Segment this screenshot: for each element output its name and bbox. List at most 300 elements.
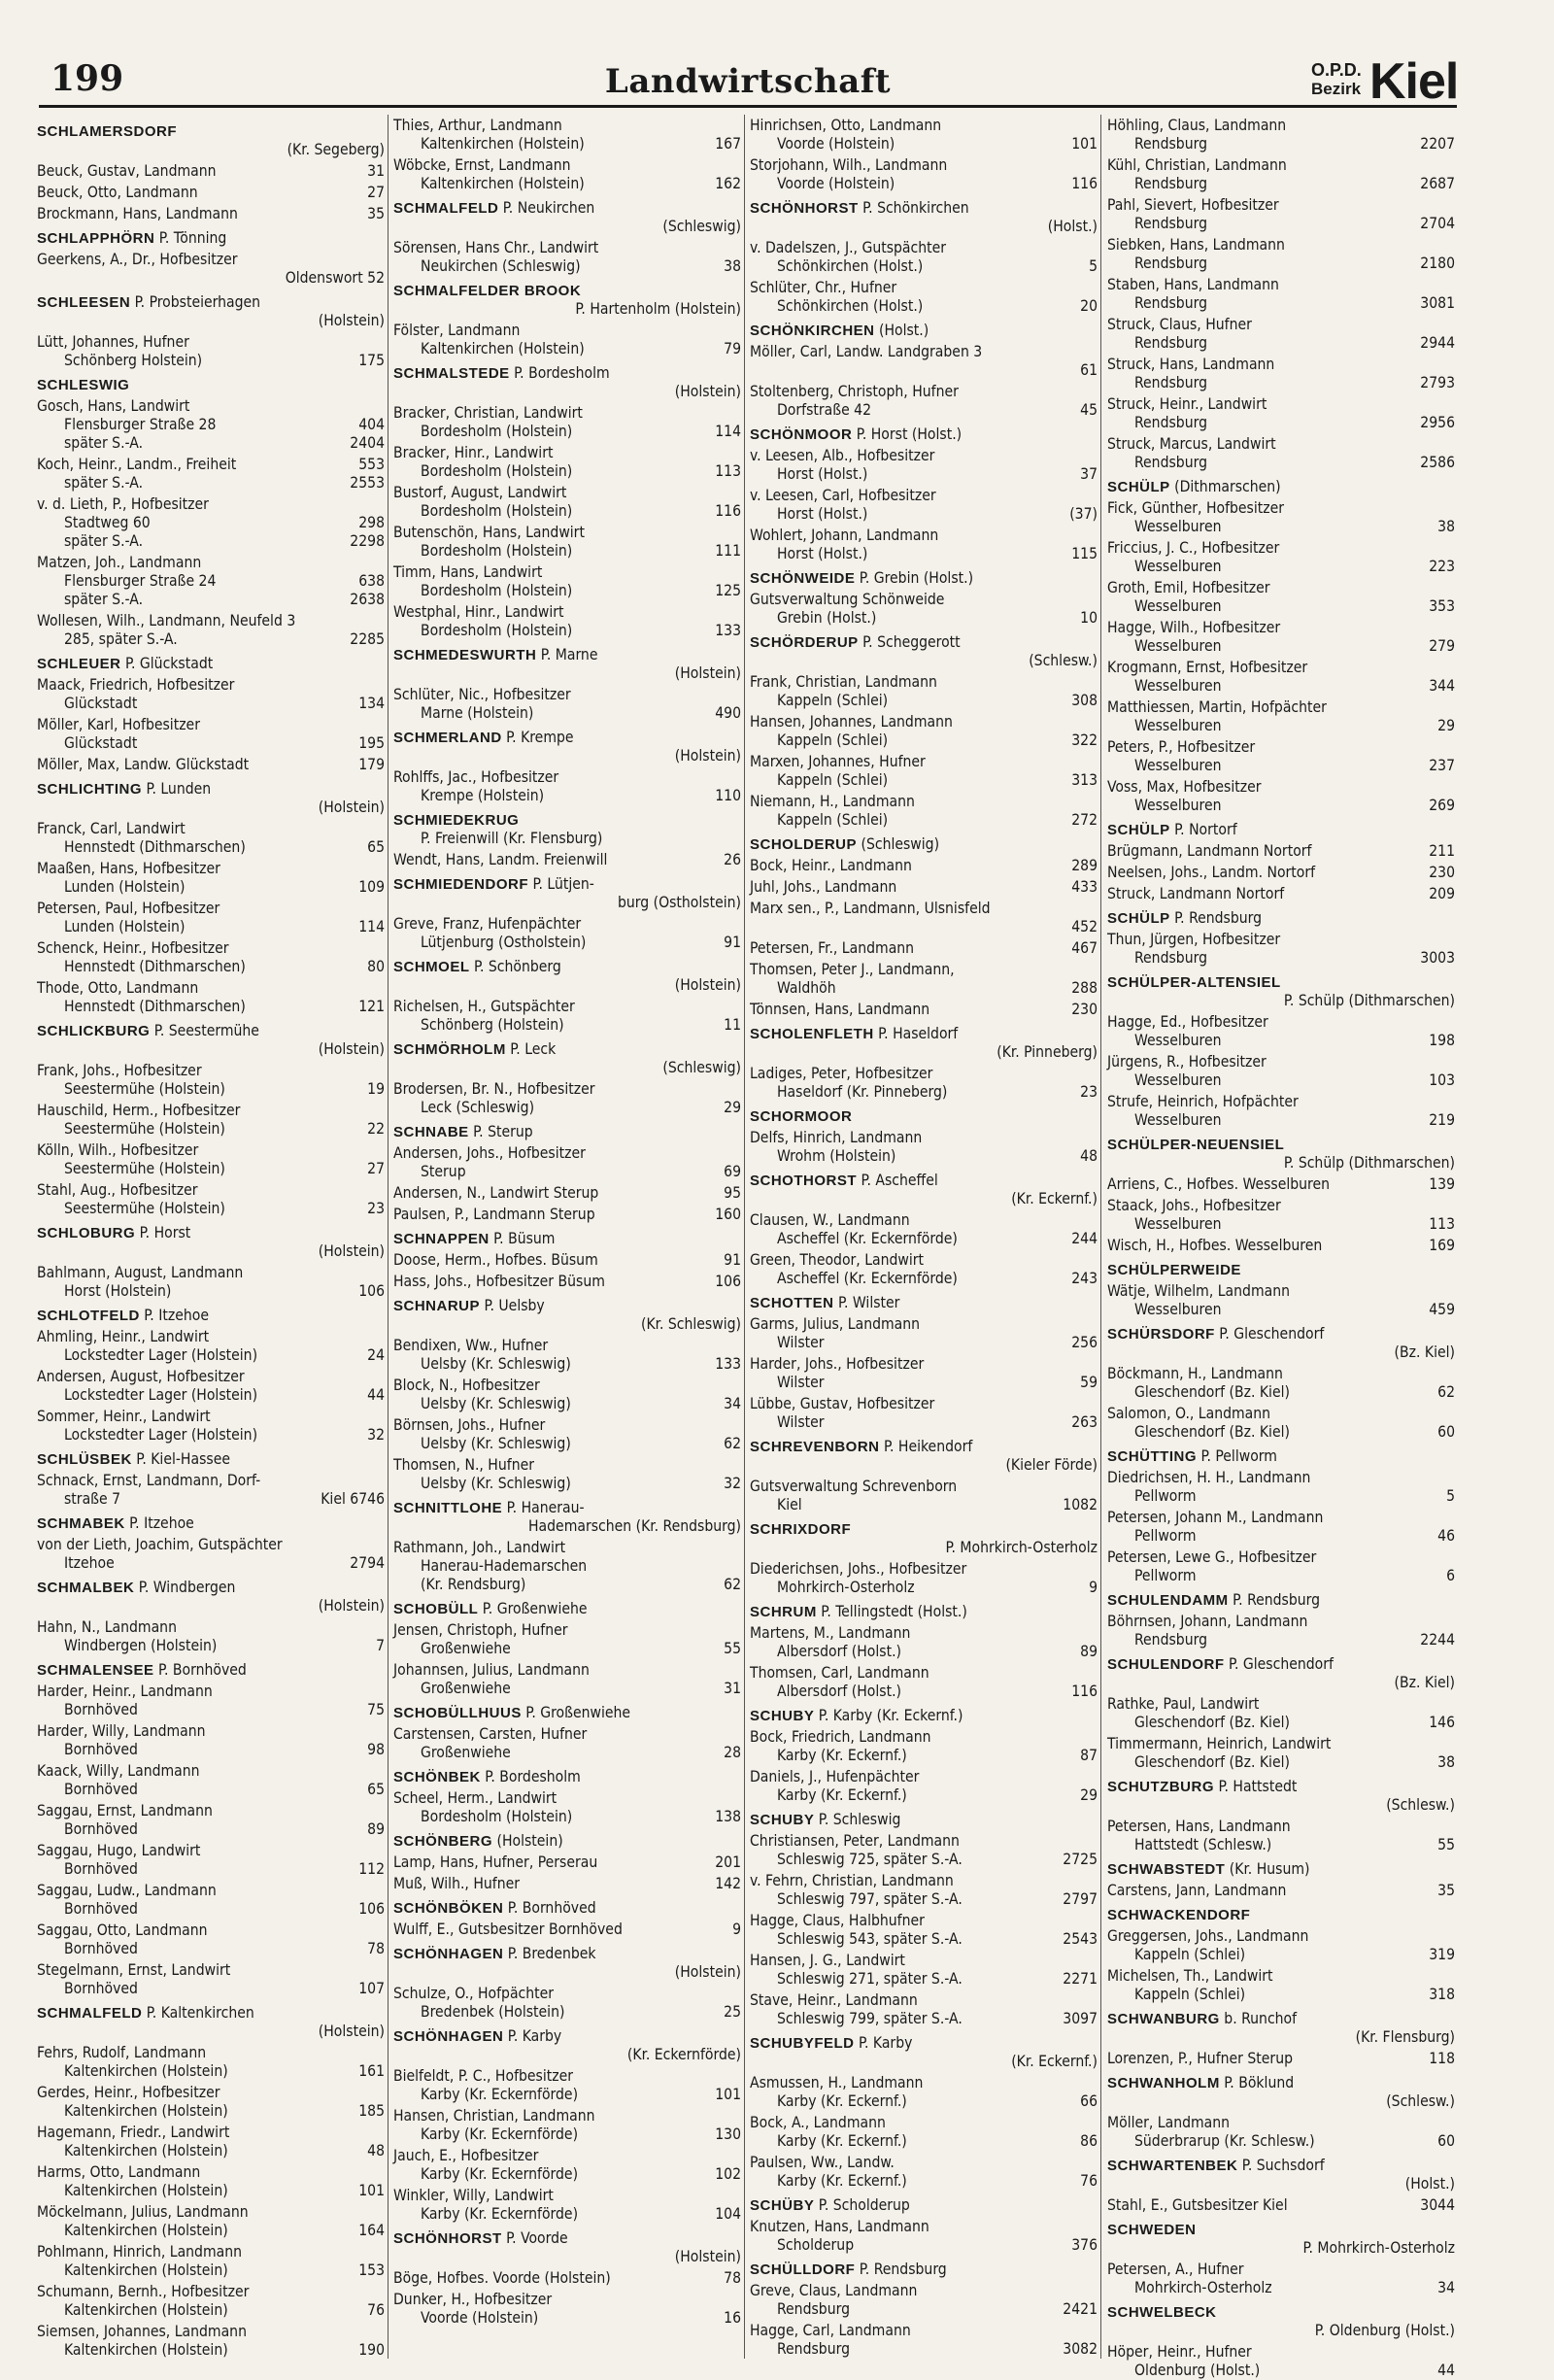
entry-line (1107, 931, 1455, 949)
phone-number (1449, 395, 1455, 414)
entry-line (750, 2074, 1098, 2092)
directory-entry (750, 900, 1098, 936)
entry-line (1107, 117, 1455, 135)
entry-line (37, 2341, 385, 2360)
directory-entry (37, 184, 385, 202)
entry-line (393, 1744, 741, 1762)
phone-number: 102 (715, 2165, 741, 2183)
phone-number (735, 1621, 741, 1640)
entry-line (750, 1043, 1098, 1062)
entry-line (1107, 2114, 1455, 2132)
entry-line (37, 1842, 385, 1860)
entry-line (393, 484, 741, 502)
place-heading (1107, 1591, 1455, 1610)
phone-number: 3003 (1420, 949, 1455, 967)
post-office: P. Leck (505, 1040, 557, 1058)
phone-number: (Holstein) (674, 664, 741, 682)
entry-text: Bordesholm (Holstein) (421, 582, 573, 599)
phone-number: 404 (358, 416, 385, 433)
phone-number (1092, 279, 1098, 297)
directory-entry (1107, 1365, 1455, 1402)
directory-entry (393, 1853, 741, 1872)
phone-number: 31 (724, 1680, 741, 1697)
entry-text: Knutzen, Hans, Landmann (750, 2218, 929, 2235)
entry-line (37, 572, 385, 591)
entry-line (37, 1386, 385, 1405)
entry-line (750, 1624, 1098, 1643)
entry-text: Bornhöved (64, 1860, 138, 1878)
phone-number (735, 1416, 741, 1435)
phone-number (379, 2203, 385, 2222)
phone-number: 62 (724, 1576, 741, 1593)
entry-text: Möller, Carl, Landw. Landgraben 3 (750, 343, 983, 360)
directory-entry (1107, 1282, 1455, 1319)
entry-text: Pellworm (1134, 1487, 1197, 1505)
directory-entry (393, 563, 741, 600)
phone-number (379, 1921, 385, 1940)
post-office: P. Voorde (501, 2229, 568, 2247)
phone-number (379, 333, 385, 352)
phone-number (379, 939, 385, 958)
phone-number: 38 (1437, 1753, 1455, 1771)
phone-number (1092, 2114, 1098, 2132)
entry-line (393, 2107, 741, 2125)
entry-line (750, 1912, 1098, 1930)
entry-line (393, 322, 741, 340)
entry-line (393, 404, 741, 423)
entry-text: Thode, Otto, Landmann (37, 979, 199, 997)
phone-number: 75 (367, 1701, 385, 1718)
entry-text: Schlüter, Nic., Hofbesitzer (393, 686, 571, 703)
phone-number: (37) (1069, 505, 1098, 523)
directory-entry (393, 915, 741, 952)
directory-entry (37, 2163, 385, 2200)
entry-text: Storjohann, Wilh., Landmann (750, 156, 948, 174)
entry-text: Höhling, Claus, Landmann (1107, 117, 1287, 134)
phone-number: 5 (1446, 1487, 1455, 1505)
entry-line (1107, 156, 1455, 175)
entry-line (37, 799, 385, 817)
entry-text: Rendsburg (1134, 414, 1207, 431)
phone-number: 113 (1429, 1215, 1455, 1233)
phone-number (1092, 2154, 1098, 2172)
directory-entry (1107, 1237, 1455, 1255)
entry-line (750, 878, 1098, 897)
directory-entry (750, 1728, 1098, 1765)
entry-text: Rendsburg (1134, 294, 1207, 312)
entry-line (1107, 1527, 1455, 1546)
phone-number: 3097 (1063, 2010, 1098, 2027)
directory-entry (37, 2203, 385, 2240)
phone-number: 59 (1080, 1374, 1098, 1391)
entry-text: Hennstedt (Dithmarschen) (64, 998, 246, 1015)
entry-line (750, 2236, 1098, 2255)
phone-number: 2298 (350, 532, 385, 550)
place-heading-line (750, 2196, 1098, 2215)
phone-number (1449, 698, 1455, 717)
directory-entry (1107, 1695, 1455, 1732)
entry-line (750, 1270, 1098, 1288)
entry-line (393, 2205, 741, 2224)
phone-number (1092, 793, 1098, 811)
place-heading-line (37, 1224, 385, 1242)
entry-line (37, 918, 385, 936)
entry-text: Seestermühe (Holstein) (64, 1080, 225, 1098)
entry-line (1107, 1343, 1455, 1362)
place-heading (37, 1661, 385, 1680)
place-heading (1107, 1778, 1455, 1815)
directory-entry (750, 2282, 1098, 2319)
place-heading (1107, 2157, 1455, 2193)
entry-line (1107, 677, 1455, 696)
directory-entry (393, 322, 741, 358)
place-heading-line (393, 875, 741, 894)
place-heading-line (393, 282, 741, 300)
entry-text: Großenwiehe (421, 1640, 511, 1657)
entry-line (393, 502, 741, 521)
phone-number: 101 (715, 2086, 741, 2103)
entry-line (393, 383, 741, 401)
entry-text: Sörensen, Hans Chr., Landwirt (393, 239, 599, 256)
phone-number (379, 860, 385, 878)
entry-text: Brodersen, Br. N., Hofbesitzer (393, 1080, 595, 1098)
place-heading-line (37, 655, 385, 673)
directory-entry (750, 1872, 1098, 1909)
entry-text: Kaltenkirchen (Holstein) (421, 340, 585, 357)
entry-text: Glückstadt (64, 695, 138, 712)
place-heading-line (393, 811, 741, 830)
entry-text: Siemsen, Johannes, Landmann (37, 2323, 247, 2340)
entry-text: Jauch, E., Hofbesitzer (393, 2147, 539, 2164)
post-office: P. Großenwiehe (521, 1704, 631, 1721)
entry-text: Brockmann, Hans, Landmann (37, 205, 238, 222)
entry-text: Wesselburen (1134, 1301, 1222, 1318)
place-name: SCHÖNHORST (750, 200, 859, 217)
entry-line (37, 1940, 385, 1958)
phone-number: 87 (1080, 1747, 1098, 1764)
entry-line (393, 1395, 741, 1413)
directory-entry (750, 1624, 1098, 1661)
entry-line (750, 1952, 1098, 1970)
entry-line (750, 1747, 1098, 1765)
entry-line (1107, 1405, 1455, 1423)
entry-text: Koch, Heinr., Landm., Freiheit (37, 456, 237, 473)
entry-text: Kaltenkirchen (Holstein) (64, 2222, 228, 2239)
phone-number: 146 (1429, 1714, 1455, 1731)
place-heading (750, 1438, 1098, 1475)
entry-line (37, 1181, 385, 1200)
entry-line (37, 1040, 385, 1059)
post-office: (Holstein) (492, 1832, 563, 1850)
directory-entry (37, 1882, 385, 1919)
place-heading (750, 2196, 1098, 2215)
entry-text: Karby (Kr. Eckernf.) (777, 2092, 907, 2110)
place-name: SCHWACKENDORF (1107, 1907, 1251, 1923)
phone-number: (Bz. Kiel) (1394, 1674, 1455, 1691)
entry-text: Rendsburg (1134, 1631, 1207, 1649)
phone-number: (Kr. Flensburg) (1355, 2028, 1455, 2046)
entry-line (393, 1963, 741, 1982)
entry-text: Delfs, Hinrich, Landmann (750, 1129, 923, 1146)
place-heading-line (1107, 1261, 1455, 1279)
entry-line (37, 474, 385, 493)
directory-entry (750, 1952, 1098, 1989)
post-office: P. Bordesholm (509, 364, 610, 382)
post-office: P. Ascheffel (857, 1172, 938, 1189)
entry-text: Wilster (777, 1334, 825, 1351)
directory-entry (1107, 619, 1455, 656)
entry-text: Marne (Holstein) (421, 704, 534, 722)
place-heading-line (750, 835, 1098, 854)
phone-number: (Schlesw.) (1386, 2092, 1455, 2110)
entry-text: Wesselburen (1134, 637, 1222, 655)
phone-number (1449, 1365, 1455, 1383)
phone-number: 11 (724, 1016, 741, 1034)
entry-text: Niemann, H., Landmann (750, 793, 915, 810)
entry-text: Stave, Heinr., Landmann (750, 1991, 918, 2009)
entry-text: Bock, A., Landmann (750, 2114, 886, 2131)
phone-number: burg (Ostholstein) (617, 894, 741, 911)
entry-line (750, 939, 1098, 958)
entry-line (37, 1741, 385, 1759)
phone-number: 2285 (350, 630, 385, 648)
entry-line (393, 1206, 741, 1224)
phone-number: 256 (1071, 1334, 1098, 1351)
place-name: SCHLAMERSDORF (37, 123, 177, 140)
entry-text: Bordesholm (Holstein) (421, 622, 573, 639)
entry-text: Marx sen., P., Landmann, Ulsnisfeld (750, 900, 991, 917)
phone-number: 322 (1071, 731, 1098, 749)
place-heading (393, 875, 741, 912)
place-heading (393, 1768, 741, 1786)
place-heading (393, 1600, 741, 1618)
directory-entry (750, 487, 1098, 524)
directory-entry (750, 527, 1098, 563)
entry-line (1107, 659, 1455, 677)
entry-text: Andersen, August, Hofbesitzer (37, 1368, 245, 1385)
entry-text: Schumann, Bernh., Hofbesitzer (37, 2283, 250, 2300)
phone-number: 78 (724, 2269, 741, 2287)
phone-number (1449, 659, 1455, 677)
entry-text: Schleswig 543, später S.-A. (777, 1930, 963, 1948)
phone-number (379, 1102, 385, 1120)
entry-line (750, 609, 1098, 628)
phone-number (1092, 1355, 1098, 1374)
phone-number: 3082 (1063, 2340, 1098, 2358)
phone-number (1092, 1065, 1098, 1083)
entry-line (1107, 1301, 1455, 1319)
entry-line (37, 2084, 385, 2102)
phone-number: 24 (367, 1346, 385, 1364)
place-heading (393, 1123, 741, 1141)
entry-line (393, 1337, 741, 1355)
phone-number: 219 (1429, 1111, 1455, 1129)
entry-line (393, 603, 741, 622)
entry-line (37, 2163, 385, 2182)
entry-line (750, 545, 1098, 563)
entry-line (1107, 135, 1455, 153)
phone-number: (Holstein) (674, 383, 741, 400)
place-heading (393, 958, 741, 995)
phone-number (1449, 1013, 1455, 1032)
entry-line (1107, 454, 1455, 472)
place-name: SCHREVENBORN (750, 1439, 880, 1455)
entry-line (1107, 2175, 1455, 2193)
place-heading (1107, 1655, 1455, 1692)
entry-text: Rendsburg (777, 2340, 850, 2358)
directory-entry (750, 753, 1098, 790)
entry-text: Wilster (777, 1374, 825, 1391)
entry-line (37, 205, 385, 223)
entry-text: Sommer, Heinr., Landwirt (37, 1408, 211, 1425)
entry-text: Bordesholm (Holstein) (421, 462, 573, 480)
phone-number: (Kr. Schleswig) (640, 1315, 741, 1333)
place-heading-line (1107, 909, 1455, 928)
entry-text: Wöbcke, Ernst, Landmann (393, 156, 571, 174)
phone-number (379, 1683, 385, 1701)
entry-text: Juhl, Johs., Landmann (750, 878, 897, 896)
entry-line (393, 300, 741, 319)
entry-line (37, 2044, 385, 2062)
entry-line (1107, 1548, 1455, 1567)
place-heading-line (393, 1600, 741, 1618)
entry-line (1107, 1695, 1455, 1714)
phone-number (1449, 1818, 1455, 1836)
phone-number: 80 (367, 958, 385, 975)
phone-number: 211 (1429, 842, 1455, 860)
entry-line (37, 1762, 385, 1781)
place-name: SCHNARUP (393, 1298, 481, 1314)
phone-number: 2793 (1420, 374, 1455, 391)
entry-text: Wesselburen (1134, 1215, 1222, 1233)
place-heading (750, 633, 1098, 670)
entry-text: Kaltenkirchen (Holstein) (64, 2062, 228, 2080)
place-heading-line (393, 1768, 741, 1786)
entry-line (1107, 215, 1455, 233)
entry-text: Krogmann, Ernst, Hofbesitzer (1107, 659, 1308, 676)
phone-number: 169 (1429, 1237, 1455, 1254)
place-heading-line (750, 1520, 1098, 1539)
phone-number: 1082 (1063, 1496, 1098, 1513)
entry-text: P. Freienwill (Kr. Flensburg) (421, 830, 603, 847)
entry-text: Bordesholm (Holstein) (421, 1808, 573, 1825)
place-name: SCHOBÜLLHUUS (393, 1705, 522, 1721)
entry-text: Fehrs, Rudolf, Landmann (37, 2044, 207, 2061)
place-heading-line (1107, 2303, 1455, 2322)
entry-text: Haseldorf (Kr. Pinneberg) (777, 1083, 948, 1101)
place-heading (37, 1514, 385, 1533)
entry-line (750, 2154, 1098, 2172)
entry-text: Schönberg (Holstein) (421, 1016, 564, 1034)
post-office: P. Karby (Kr. Eckernf.) (814, 1707, 963, 1724)
entry-text: Krempe (Holstein) (421, 787, 545, 804)
place-heading-line (37, 1514, 385, 1533)
entry-text: Schönberg Holstein) (64, 352, 203, 369)
entry-line (1107, 1383, 1455, 1402)
phone-number (1092, 1315, 1098, 1334)
directory-entry (393, 2147, 741, 2184)
post-office: P. Rendsburg (1228, 1591, 1321, 1609)
place-name: SCHÖNWEIDE (750, 570, 856, 587)
entry-line (393, 1377, 741, 1395)
place-heading (37, 376, 385, 394)
directory-entry (393, 1273, 741, 1291)
entry-text: Lockstedter Lager (Holstein) (64, 1346, 258, 1364)
place-name: SCHNABE (393, 1124, 469, 1140)
place-heading (750, 569, 1098, 588)
entry-text: Bustorf, August, Landwirt (393, 484, 567, 501)
phone-number: 263 (1071, 1413, 1098, 1431)
entry-line (37, 1426, 385, 1445)
entry-line (393, 1355, 741, 1374)
entry-text: Rendsburg (777, 2300, 850, 2318)
entry-line (37, 1472, 385, 1490)
place-heading-line (393, 364, 741, 383)
phone-number: 106 (358, 1900, 385, 1918)
place-heading (1107, 1906, 1455, 1924)
phone-number: 115 (1071, 545, 1098, 562)
phone-number: 638 (358, 572, 385, 590)
entry-text: Paulsen, Ww., Landw. (750, 2154, 895, 2171)
column-divider (744, 115, 745, 2359)
directory-entry (393, 2291, 741, 2328)
phone-number (735, 404, 741, 423)
entry-line (393, 1875, 741, 1893)
entry-line (393, 1576, 741, 1594)
phone-number (379, 1618, 385, 1637)
entry-line (393, 664, 741, 683)
directory-entry (750, 1395, 1098, 1432)
entry-line (1107, 294, 1455, 313)
phone-number: 112 (358, 1860, 385, 1878)
entry-line (393, 340, 741, 358)
entry-line (750, 175, 1098, 193)
place-heading (393, 2229, 741, 2266)
place-name: SCHLEESEN (37, 294, 131, 311)
directory-entry (750, 2322, 1098, 2359)
phone-number: 32 (724, 1475, 741, 1492)
directory-entry (1107, 1013, 1455, 1050)
phone-number (379, 2163, 385, 2182)
phone-number (379, 2323, 385, 2341)
place-name: SCHÜLP (1107, 479, 1170, 495)
entry-line (1107, 2092, 1455, 2111)
place-name: SCHMALENSEE (37, 1662, 154, 1679)
entry-line (37, 958, 385, 976)
directory-entry (37, 1722, 385, 1759)
phone-number: 2180 (1420, 255, 1455, 272)
place-name: SCHMIEDEKRUG (393, 812, 520, 829)
place-heading-line (393, 1704, 741, 1722)
entry-line (37, 1141, 385, 1160)
phone-number: 69 (724, 1163, 741, 1180)
directory-entry (1107, 1405, 1455, 1442)
phone-number: 459 (1429, 1301, 1455, 1318)
phone-number: 32 (367, 1426, 385, 1444)
phone-number (1449, 579, 1455, 597)
phone-number (1092, 591, 1098, 609)
phone-number (1449, 1405, 1455, 1423)
entry-text: Michelsen, Th., Landwirt (1107, 1967, 1273, 1985)
entry-text: Beuck, Gustav, Landmann (37, 162, 217, 180)
entry-line (393, 1789, 741, 1808)
entry-text: Petersen, Fr., Landmann (750, 939, 915, 957)
phone-number: 27 (367, 184, 385, 201)
entry-line (1107, 356, 1455, 374)
entry-line (37, 1408, 385, 1426)
place-name: SCHOLDERUP (750, 836, 858, 853)
place-name: SCHÖNHORST (393, 2230, 502, 2247)
